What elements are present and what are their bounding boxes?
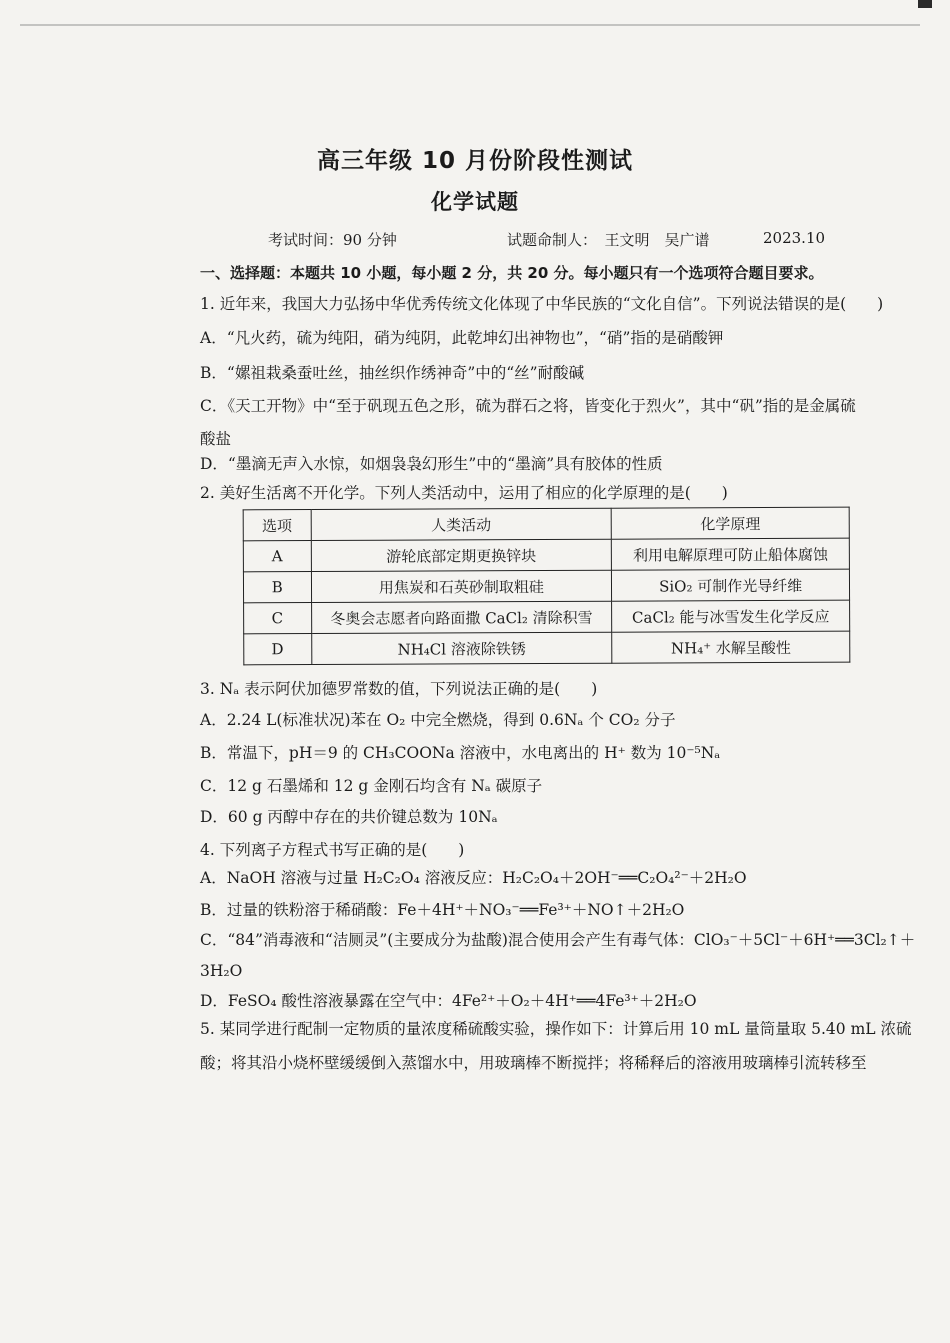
q2-stem: 2. 美好生活离不开化学。下列人类活动中，运用了相应的化学原理的是( ) (200, 484, 728, 502)
q3-option-a: A．2.24 L(标准状况)苯在 O₂ 中完全燃烧，得到 0.6Nₐ 个 CO₂ 分子 (200, 711, 676, 729)
q1-option-c-cont: 酸盐 (200, 430, 232, 448)
section-heading: 一、选择题：本题共 10 小题，每小题 2 分，共 20 分。每小题只有一个选项符合题目要求。 (200, 264, 824, 282)
q3-option-b: B．常温下，pH＝9 的 CH₃COONa 溶液中，水电离出的 H⁺ 数为 10⁻⁵Nₐ (200, 744, 721, 762)
q1-option-b: B．“嫘祖栽桑蚕吐丝，抽丝织作绣神奇”中的“丝”耐酸碱 (200, 364, 585, 382)
q2-table (243, 507, 851, 666)
exam-title: 高三年级 10 月份阶段性测试 (316, 148, 634, 174)
table-cell: D (244, 634, 312, 665)
q3-option-c: C．12 g 石墨烯和 12 g 金刚石均含有 Nₐ 碳原子 (200, 777, 543, 795)
table-cell: SiO₂ 可制作光导纤维 (612, 569, 850, 601)
table-cell: CaCl₂ 能与冰雪发生化学反应 (612, 600, 850, 632)
q3-option-d: D．60 g 丙醇中存在的共价键总数为 10Nₐ (200, 808, 498, 826)
q1-stem: 1. 近年来，我国大力弘扬中华优秀传统文化体现了中华民族的“文化自信”。下列说法错误的是( ) (200, 295, 884, 313)
table-header-row (243, 507, 849, 541)
table-cell: 利用电解原理可防止船体腐蚀 (612, 538, 850, 570)
table-cell: A (243, 541, 311, 572)
q4-option-c: C．“84”消毒液和“洁厕灵”(主要成分为盐酸)混合使用会产生有毒气体：ClO₃⁻＋5Cl⁻＋6H⁺══3Cl₂↑＋ (200, 931, 916, 949)
scan-corner-mark (918, 0, 932, 8)
q5-line-2: 酸；将其沿小烧杯壁缓缓倒入蒸馏水中，用玻璃棒不断搅拌；将稀释后的溶液用玻璃棒引流转移至 (200, 1054, 867, 1072)
q4-stem: 4. 下列离子方程式书写正确的是( ) (200, 841, 465, 859)
exam-time: 考试时间：90 分钟 (268, 231, 397, 249)
q5-line-1: 5. 某同学进行配制一定物质的量浓度稀硫酸实验，操作如下：计算后用 10 mL 量筒量取 5.40 mL 浓硫 (200, 1020, 912, 1038)
exam-authors: 试题命制人： 王文明 吴广谱 (507, 231, 710, 249)
table-row (243, 569, 849, 603)
table-cell: NH₄⁺ 水解呈酸性 (612, 631, 850, 663)
table-cell: B (243, 572, 311, 603)
table-row (243, 538, 849, 572)
table-cell: 用焦炭和石英砂制取粗硅 (311, 570, 612, 602)
q1-option-d: D．“墨滴无声入水惊，如烟袅袅幻形生”中的“墨滴”具有胶体的性质 (200, 455, 663, 473)
q3-stem: 3. Nₐ 表示阿伏加德罗常数的值，下列说法正确的是( ) (200, 680, 598, 698)
table-header-cell: 选项 (243, 510, 311, 541)
table-cell: 游轮底部定期更换锌块 (311, 539, 612, 571)
q1-option-a: A．“凡火药，硫为纯阳，硝为纯阴，此乾坤幻出神物也”，“硝”指的是硝酸钾 (200, 329, 724, 347)
table-header-cell: 化学原理 (611, 507, 849, 539)
table-cell: 冬奥会志愿者向路面撒 CaCl₂ 清除积雪 (311, 601, 612, 633)
q1-option-c: C．《天工开物》中“至于矾现五色之形，硫为群石之将，皆变化于烈火”，其中“矾”指的是金属硫 (200, 397, 856, 415)
table-header-cell: 人类活动 (311, 508, 612, 540)
scan-edge-line (20, 24, 920, 26)
q4-option-d: D．FeSO₄ 酸性溶液暴露在空气中：4Fe²⁺＋O₂＋4H⁺══4Fe³⁺＋2H₂O (200, 992, 697, 1010)
q4-option-c-cont: 3H₂O (200, 962, 243, 980)
exam-date: 2023.10 (763, 229, 826, 247)
q4-option-a: A．NaOH 溶液与过量 H₂C₂O₄ 溶液反应：H₂C₂O₄＋2OH⁻══C₂O₄²⁻＋2H₂O (200, 869, 747, 887)
table-row (244, 631, 850, 665)
table-cell: C (244, 603, 312, 634)
q4-option-b: B．过量的铁粉溶于稀硝酸：Fe＋4H⁺＋NO₃⁻══Fe³⁺＋NO↑＋2H₂O (200, 901, 685, 919)
exam-subtitle: 化学试题 (431, 190, 519, 214)
table-cell: NH₄Cl 溶液除铁锈 (311, 632, 612, 664)
table-row (244, 600, 850, 634)
